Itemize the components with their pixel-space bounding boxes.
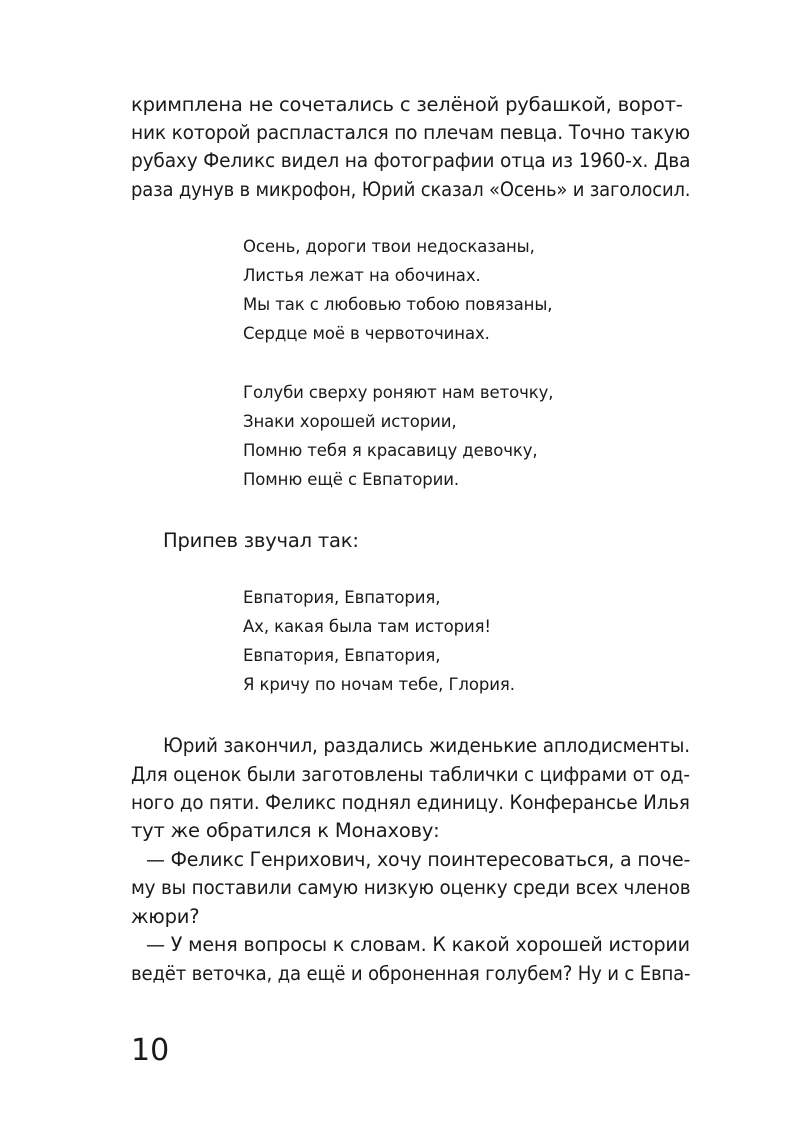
chorus-line: Евпатория, Евпатория, — [243, 588, 441, 607]
paragraph-line: рубаху Феликс видел на фотографии отца из 1960-х. Два — [131, 149, 691, 172]
dialogue-line: — У меня вопросы к словам. К какой хорошей истории — [146, 933, 690, 956]
page-number: 10 — [131, 1033, 170, 1068]
verse-line: Мы так с любовью тобою повязаны, — [243, 295, 553, 314]
paragraph-line: ник которой распластался по плечам певца. Точно такую — [131, 121, 690, 144]
paragraph-line: Юрий закончил, раздались жиденькие аплодисменты. — [163, 734, 690, 757]
verse-line: Голуби сверху роняют нам веточку, — [243, 383, 554, 402]
paragraph-line: тут же обратился к Монахову: — [131, 819, 440, 842]
chorus-line: Я кричу по ночам тебе, Глория. — [243, 675, 515, 694]
paragraph-line: раза дунув в микрофон, Юрий сказал «Осень» и заголосил. — [131, 178, 691, 201]
verse-line: Сердце моё в червоточинах. — [243, 324, 490, 343]
dialogue-line: — Феликс Генрихович, хочу поинтересоваться, а поче- — [146, 848, 691, 871]
verse-line: Помню тебя я красавицу девочку, — [243, 441, 538, 460]
chorus-line: Ах, какая была там история! — [243, 617, 491, 636]
chorus-line: Евпатория, Евпатория, — [243, 646, 441, 665]
dialogue-line: ведёт веточка, да ещё и оброненная голубем? Ну и с Евпа- — [131, 962, 691, 985]
paragraph-line: кримплена не сочетались с зелёной рубашкой, ворот- — [131, 93, 683, 116]
verse-line: Листья лежат на обочинах. — [243, 266, 481, 285]
verse-line: Помню ещё с Евпатории. — [243, 470, 459, 489]
dialogue-line: жюри? — [131, 905, 200, 928]
paragraph-line: ного до пяти. Феликс поднял единицу. Конферансье Илья — [131, 791, 690, 814]
verse-line: Знаки хорошей истории, — [243, 412, 457, 431]
chorus-intro: Припев звучал так: — [163, 529, 359, 552]
verse-line: Осень, дороги твои недосказаны, — [243, 237, 535, 256]
dialogue-line: му вы поставили самую низкую оценку среди всех членов — [131, 876, 691, 899]
paragraph-line: Для оценок были заготовлены таблички с цифрами от од- — [131, 763, 690, 786]
